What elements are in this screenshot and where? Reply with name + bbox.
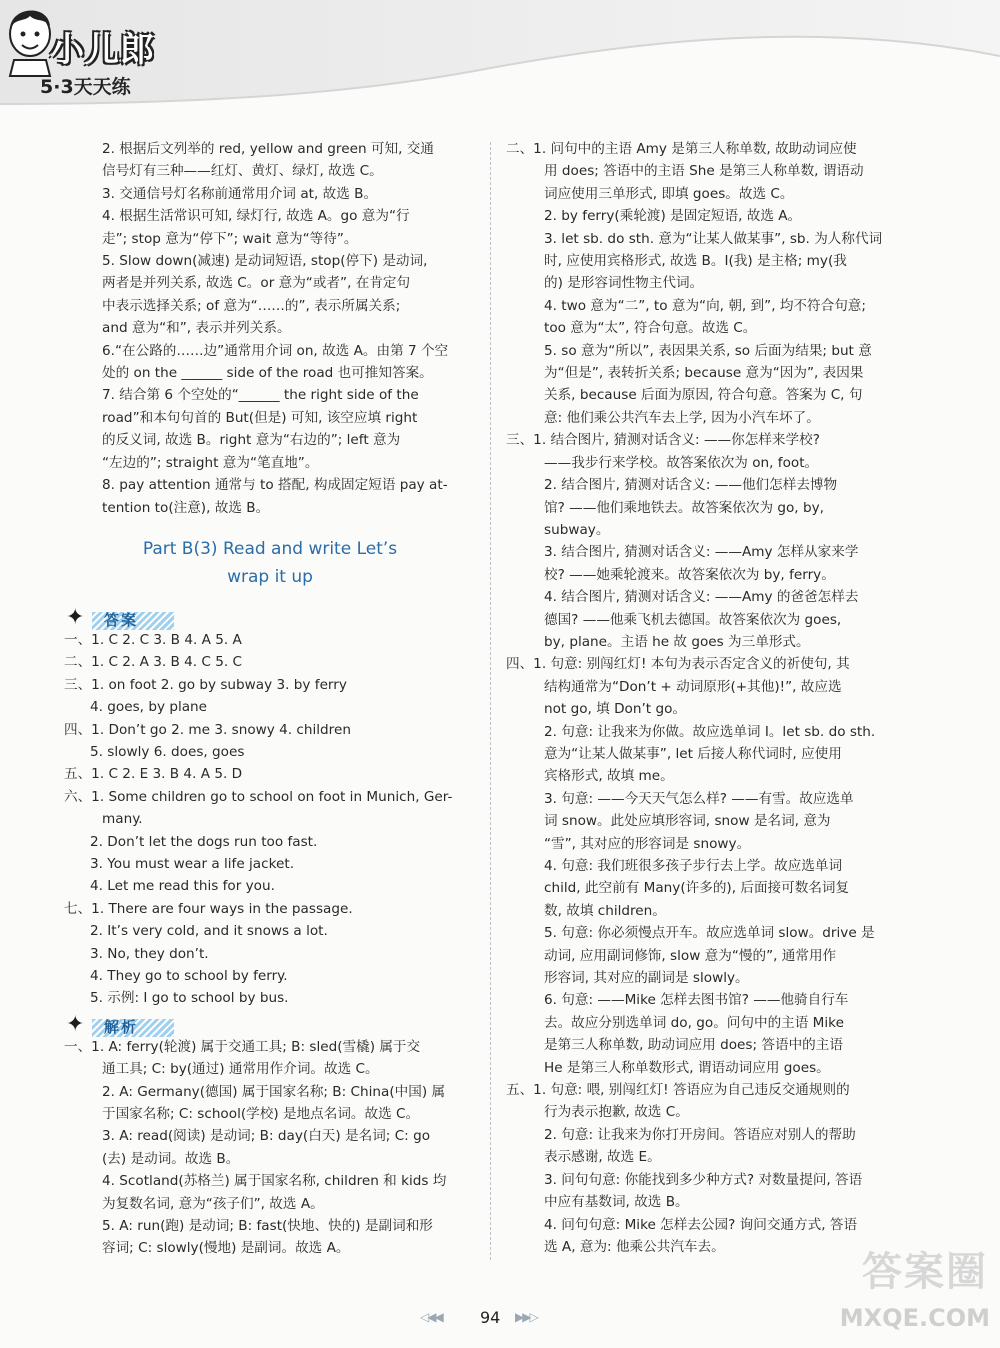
- text-line: 数, 故填 children。: [544, 902, 666, 919]
- text-line: 是第三人称单数, 助动词应用 does; 答语中的主语: [544, 1037, 843, 1054]
- column-divider: [490, 142, 491, 1260]
- text-line: road”和本句句首的 But(但是) 可知, 该空应填 right: [102, 409, 418, 426]
- text-line: 3. A: read(阅读) 是动词; B: day(白天) 是名词; C: go: [102, 1128, 431, 1145]
- text-line: not go, 填 Don’t go。: [544, 701, 686, 718]
- text-line: 4. 结合图片, 猜测对话含义: ——Amy 的爸爸怎样去: [544, 589, 859, 606]
- text-line: 时, 应使用宾格形式, 故选 B。I(我) 是主格; my(我: [544, 253, 847, 270]
- brand-logo-top: 小儿郎: [50, 30, 155, 70]
- text-line: child, 此空前有 Many(许多的), 后面接可数名词复: [544, 880, 850, 897]
- analysis-list: [64, 1036, 476, 1260]
- text-line: 6.“在公路的……边”通常用介词 on, 故选 A。由第 7 个空: [102, 342, 449, 359]
- text-line: 中应有基数词, 故选 B。: [544, 1194, 689, 1211]
- text-line: 2. 结合图片, 猜测对话含义: ——他们怎样去博物: [544, 477, 838, 494]
- text-line: 5. Slow down(减速) 是动词短语, stop(停下) 是动词,: [102, 253, 428, 270]
- text-line: 3. let sb. do sth. 意为“让某人做某事”, sb. 为人称代词: [544, 230, 883, 247]
- text-line: 意: 他们乘公共汽车去上学, 因为小汽车坏了。: [544, 409, 820, 426]
- text-line: 走”; stop 意为“停下”; wait 意为“等待”。: [102, 230, 358, 247]
- text-line: 宾格形式, 故填 me。: [544, 768, 674, 785]
- text-line: 4. goes, by plane: [90, 699, 208, 716]
- text-line: 校? ——她乘轮渡来。故答案依次为 by, ferry。: [544, 566, 835, 583]
- text-line: 动词, 应用副词修饰, slow 意为“慢的”, 通常用作: [544, 947, 837, 964]
- text-line: 三、1. on foot 2. go by subway 3. by ferry: [64, 676, 347, 693]
- text-line: He 是第三人称单数形式, 谓语动词应用 goes。: [544, 1059, 830, 1076]
- text-line: 4. 问句句意: Mike 怎样去公园? 询问交通方式, 答语: [544, 1216, 858, 1233]
- next-arrows-icon: ▶▶▷: [515, 1310, 537, 1324]
- text-line: 词应使用三单形式, 即填 goes。故选 C。: [544, 185, 794, 202]
- answer-tag-label: 答案: [104, 610, 139, 629]
- text-line: 馆? ——他们乘地铁去。故答案依次为 go, by,: [544, 499, 824, 516]
- text-line: 2. It’s very cold, and it snows a lot.: [90, 923, 328, 940]
- text-line: “雪”, 其对应的形容词是 snowy。: [544, 835, 751, 852]
- part-title: [64, 535, 476, 591]
- text-line: 三、1. 结合图片, 猜测对话含义: ——你怎样来学校?: [506, 432, 820, 449]
- text-line: 德国? ——他乘飞机去德国。故答案依次为 goes,: [544, 611, 842, 628]
- text-line: 2. 根据后文列举的 red, yellow and green 可知, 交通: [102, 141, 434, 157]
- text-line: 容词; C: slowly(慢地) 是副词。故选 A。: [102, 1240, 350, 1257]
- analysis-continued: [506, 138, 918, 1258]
- prev-arrows-icon: ◁◀◀: [420, 1310, 442, 1324]
- text-line: 8. pay attention 通常与 to 搭配, 构成固定短语 pay at-: [102, 477, 448, 494]
- text-line: 五、1. C 2. E 3. B 4. A 5. D: [64, 766, 243, 783]
- text-line: 7. 结合第 6 个空处的“______ the right side of the: [102, 387, 419, 404]
- text-line: 用 does; 答语中的主语 She 是第三人称单数, 谓语动: [544, 163, 864, 180]
- text-line: 意为“让某人做某事”, let 后接人称代词时, 应使用: [544, 745, 842, 762]
- text-line: 3. You must wear a life jacket.: [90, 855, 295, 872]
- text-line: 4. Let me read this for you.: [90, 878, 275, 895]
- text-line: 行为表示抱歉, 故选 C。: [544, 1104, 689, 1121]
- watermark: [806, 1236, 996, 1344]
- text-line: 3. No, they don’t.: [90, 945, 209, 962]
- answer-tag: [64, 603, 476, 629]
- text-line: 一、1. C 2. C 3. B 4. A 5. A: [64, 631, 242, 648]
- text-line: 5. 示例: I go to school by bus.: [90, 990, 289, 1007]
- text-line: 五、1. 句意: 喂, 别闯红灯! 答语应为自己违反交通规则的: [506, 1082, 850, 1099]
- text-line: 去。故应分别选单词 do, go。问句中的主语 Mike: [544, 1014, 844, 1031]
- text-line: subway。: [544, 521, 610, 538]
- text-line: 表示感谢, 故选 E。: [544, 1149, 661, 1166]
- text-line: 一、1. A: ferry(轮渡) 属于交通工具; B: sled(雪橇) 属于交: [64, 1038, 421, 1055]
- analysis-tag: [64, 1010, 476, 1036]
- text-line: 3. 结合图片, 猜测对话含义: ——Amy 怎样从家来学: [544, 544, 859, 561]
- text-line: 信号灯有三种——红灯、黄灯、绿灯, 故选 C。: [102, 163, 383, 180]
- text-line: 通工具; C: by(通过) 通常用作介词。故选 C。: [102, 1061, 379, 1078]
- text-line: 为“但是”, 表转折关系; because 意为“因为”, 表因果: [544, 365, 864, 382]
- page-number: 94: [480, 1308, 501, 1327]
- watermark-site: MXQE.COM: [839, 1304, 990, 1332]
- text-line: 四、1. Don’t go 2. me 3. snowy 4. children: [64, 721, 351, 738]
- text-line: 5. so 意为“所以”, 表因果关系, so 后面为结果; but 意: [544, 342, 872, 359]
- text-line: 两者是并列关系, 故选 C。or 意为“或者”, 在肯定句: [102, 275, 411, 292]
- text-line: 5. slowly 6. does, goes: [90, 743, 245, 760]
- text-line: 4. two 意为“二”, to 意为“向, 朝, 到”, 均不符合句意;: [544, 297, 866, 314]
- text-line: 七、1. There are four ways in the passage.: [64, 900, 353, 917]
- text-line: 二、1. C 2. A 3. B 4. C 5. C: [64, 654, 243, 671]
- text-line: too 意为“太”, 符合句意。故选 C。: [544, 320, 757, 337]
- text-line: 中表示选择关系; of 意为“……的”, 表示所属关系;: [102, 297, 401, 314]
- part-title-line-2: wrap it up: [227, 566, 313, 587]
- text-line: 结构通常为“Don’t + 动词原形(+其他)!”, 故应选: [544, 678, 842, 695]
- text-line: 二、1. 问句中的主语 Amy 是第三人称单数, 故助动词应使: [506, 141, 857, 157]
- text-line: 形容词, 其对应的副词是 slowly。: [544, 970, 749, 987]
- right-column: [506, 138, 918, 1258]
- text-line: 6. 句意: ——Mike 怎样去图书馆? ——他骑自行车: [544, 992, 849, 1009]
- analysis-tag-label: 解析: [104, 1017, 139, 1036]
- brand-logo-bottom: 5·3天天练: [40, 76, 131, 98]
- text-line: 关系, because 后面为原因, 符合句意。答案为 C, 句: [544, 387, 863, 404]
- part-title-line-1: Part B(3) Read and write Let’s: [142, 538, 398, 559]
- text-line: 4. They go to school by ferry.: [90, 968, 288, 984]
- text-line: 四、1. 句意: 别闯红灯! 本句为表示否定含义的祈使句, 其: [506, 656, 850, 673]
- text-line: 2. 句意: 让我来为你做。故应选单词 I。let sb. do sth.: [544, 723, 876, 740]
- text-line: (去) 是动词。故选 B。: [102, 1150, 240, 1167]
- text-line: ——我步行来学校。故答案依次为 on, foot。: [544, 454, 819, 471]
- text-line: 5. A: run(跑) 是动词; B: fast(快地、快的) 是副词和形: [102, 1218, 433, 1235]
- text-line: 六、1. Some children go to school on foot in Munich, Ger-: [64, 788, 453, 805]
- text-line: 2. Don’t let the dogs run too fast.: [90, 833, 318, 850]
- mascot-boy-icon: [0, 0, 60, 78]
- text-line: 的) 是形容词性物主代词。: [544, 275, 704, 292]
- analysis-previous-section: [64, 138, 476, 519]
- left-column: [64, 138, 476, 1260]
- text-line: 3. 问句句意: 你能找到多少种方式? 对数量提问, 答语: [544, 1171, 863, 1188]
- text-line: many.: [102, 811, 143, 828]
- text-line: “左边的”; straight 意为“笔直地”。: [102, 454, 319, 471]
- text-line: 4. Scotland(苏格兰) 属于国家名称, children 和 kids 均: [102, 1173, 447, 1190]
- header-band: [0, 0, 1000, 112]
- text-line: 2. A: Germany(德国) 属于国家名称; B: China(中国) 属: [102, 1083, 446, 1100]
- text-line: tention to(注意), 故选 B。: [102, 499, 270, 516]
- text-line: 4. 句意: 我们班很多孩子步行去上学。故应选单词: [544, 858, 843, 874]
- text-line: 5. 句意: 你必须慢点开车。故应选单词 slow。drive 是: [544, 925, 875, 942]
- text-line: 为复数名词, 意为“孩子们”, 故选 A。: [102, 1195, 324, 1212]
- watermark-logo: 答案圈: [862, 1249, 988, 1295]
- text-line: 词 snow。此处应填形容词, snow 是名词, 意为: [544, 813, 831, 830]
- text-line: by, plane。主语 he 故 goes 为三单形式。: [544, 633, 810, 650]
- text-line: 4. 根据生活常识可知, 绿灯行, 故选 A。go 意为“行: [102, 208, 410, 225]
- text-line: 处的 on the ______ side of the road 也可推知答案。: [102, 365, 433, 382]
- text-line: and 意为“和”, 表示并列关系。: [102, 320, 291, 337]
- text-line: 2. 句意: 让我来为你打开房间。答语应对别人的帮助: [544, 1126, 856, 1143]
- text-line: 3. 交通信号灯名称前通常用介词 at, 故选 B。: [102, 185, 378, 202]
- text-line: 3. 句意: ——今天天气怎么样? ——有雪。故应选单: [544, 790, 854, 807]
- star-icon: ✦: [66, 604, 85, 630]
- text-line: 于国家名称; C: school(学校) 是地点名词。故选 C。: [102, 1106, 420, 1123]
- answers-list: [64, 629, 476, 1010]
- text-line: 选 A, 意为: 他乘公共汽车去。: [544, 1238, 725, 1255]
- star-icon: ✦: [66, 1011, 85, 1037]
- text-line: 的反义词, 故选 B。right 意为“右边的”; left 意为: [102, 432, 401, 449]
- text-line: 2. by ferry(乘轮渡) 是固定短语, 故选 A。: [544, 208, 802, 225]
